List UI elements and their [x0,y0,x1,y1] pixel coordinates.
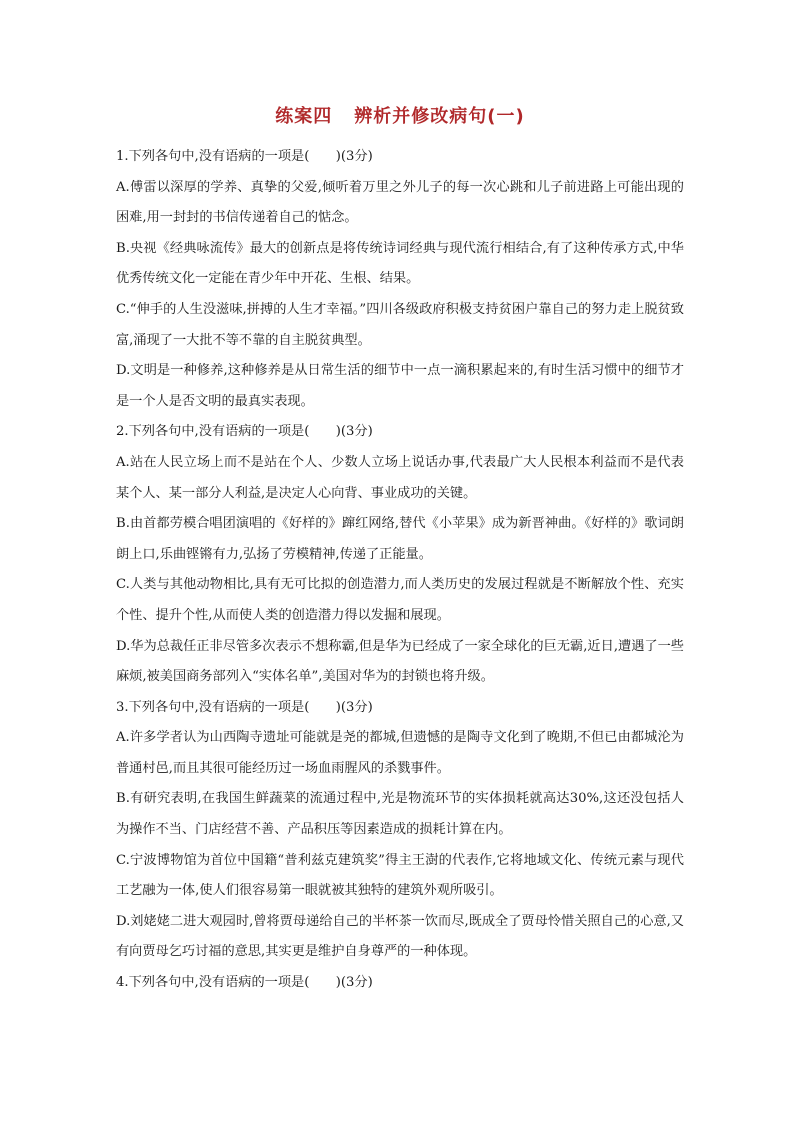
question-4 [116,968,684,999]
option-b: B.由首都劳模合唱团演唱的《好样的》蹿红网络,替代《小苹果》成为新晋神曲。《好样的》歌词朗朗上口,乐曲铿锵有力,弘扬了劳模精神,传递了正能量。 [116,516,684,562]
option-c: C.人类与其他动物相比,具有无可比拟的创造潜力,而人类历史的发展过程就是不断解放个性、充实个性、提升个性,从而使人类的创造潜力得以发掘和展现。 [116,577,684,623]
option-a: A.许多学者认为山西陶寺遗址可能就是尧的都城,但遗憾的是陶寺文化到了晚期,不但已由都城沦为普通村邑,而且其很可能经历过一场血雨腥风的杀戮事件。 [116,730,684,776]
option-c: C.“伸手的人生没滋味,拼搏的人生才幸福。”四川各级政府积极支持贫困户靠自己的努力走上脱贫致富,涌现了一大批不等不靠的自主脱贫典型。 [116,301,684,348]
question-1 [116,142,684,417]
option-b: B.央视《经典咏流传》最大的创新点是将传统诗词经典与现代流行相结合,有了这种传承方式,中华优秀传统文化一定能在青少年中开花、生根、结果。 [116,240,684,287]
title-part1: 练案四 [275,106,333,127]
title-part2: 辨析并修改病句(一) [354,106,525,127]
option-c: C.宁波博物馆为首位中国籍“普利兹克建筑奖”得主王澍的代表作,它将地域文化、传统元素与现代工艺融为一体,使人们很容易第一眼就被其独特的建筑外观所吸引。 [116,852,684,899]
question-stem: 1.下列各句中,没有语病的一项是( )(3分) [116,149,373,164]
option-d: D.刘姥姥二进大观园时,曾将贾母递给自己的半杯茶一饮而尽,既成全了贾母怜惜关照自己的心意,又有向贾母乞巧讨福的意思,其实更是维护自身尊严的一种体现。 [116,913,684,960]
option-d: D.文明是一种修养,这种修养是从日常生活的细节中一点一滴积累起来的,有时生活习惯中的细节才是一个人是否文明的最真实表现。 [116,363,684,409]
option-d: D.华为总裁任正非尽管多次表示不想称霸,但是华为已经成了一家全球化的巨无霸,近日,遭遇了一些麻烦,被美国商务部列入“实体名单”,美国对华为的封锁也将升级。 [116,638,684,685]
question-2 [116,417,684,692]
page-title [116,104,684,130]
question-3 [116,693,684,968]
option-a: A.站在人民立场上而不是站在个人、少数人立场上说话办事,代表最广大人民根本利益而不是代表某个人、某一部分人利益,是决定人心向背、事业成功的关键。 [116,454,684,501]
option-b: B.有研究表明,在我国生鲜蔬菜的流通过程中,光是物流环节的实体损耗就高达30%,这还没包括人为操作不当、门店经营不善、产品积压等因素造成的损耗计算在内。 [116,791,684,838]
question-stem: 3.下列各句中,没有语病的一项是( )(3分) [116,699,373,715]
question-stem: 4.下列各句中,没有语病的一项是( )(3分) [116,975,373,991]
option-a: A.傅雷以深厚的学养、真挚的父爱,倾听着万里之外儿子的每一次心跳和儿子前进路上可能出现的困难,用一封封的书信传递着自己的惦念。 [116,179,684,226]
question-stem: 2.下列各句中,没有语病的一项是( )(3分) [116,424,373,440]
